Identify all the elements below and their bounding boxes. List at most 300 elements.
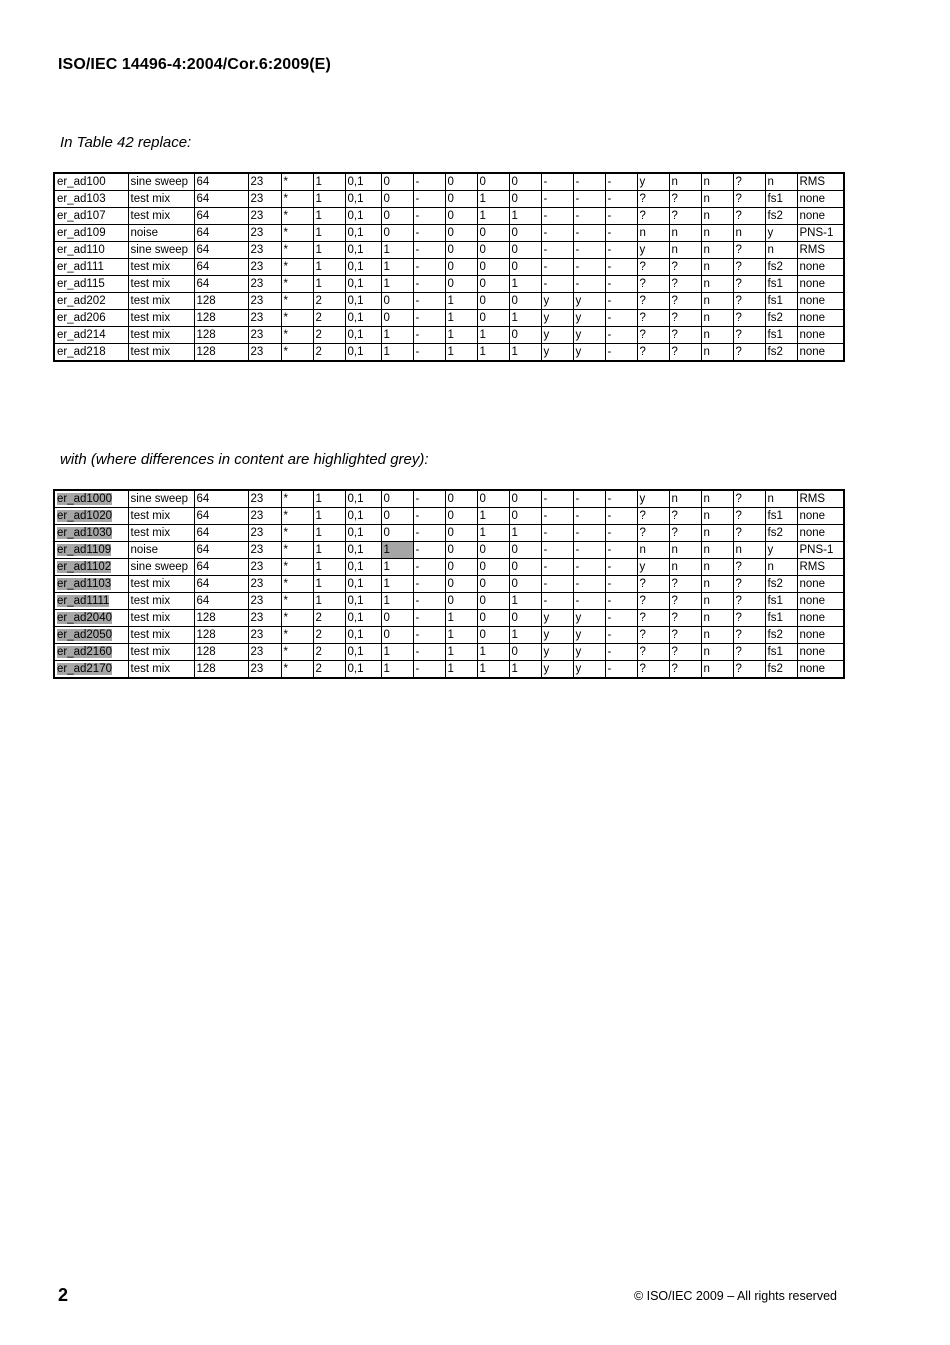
table-cell: er_ad115 — [54, 276, 128, 293]
table-cell: fs2 — [765, 576, 797, 593]
table-cell: 0 — [445, 208, 477, 225]
highlighted-text: er_ad1030 — [57, 527, 112, 539]
table-cell: ? — [669, 208, 701, 225]
table-cell: test mix — [128, 191, 194, 208]
table-cell: 23 — [248, 542, 281, 559]
table-cell: noise — [128, 542, 194, 559]
table-cell: y — [573, 327, 605, 344]
table-row — [54, 310, 844, 327]
table-cell: - — [605, 293, 637, 310]
table-cell: 0 — [381, 508, 413, 525]
table-cell: 64 — [194, 508, 248, 525]
table-cell — [54, 559, 128, 576]
table-cell: 0 — [445, 525, 477, 542]
table-cell: 0 — [381, 173, 413, 191]
table-cell: 64 — [194, 173, 248, 191]
table-cell: - — [541, 259, 573, 276]
table-cell: 1 — [477, 344, 509, 362]
table-cell: 64 — [194, 208, 248, 225]
table-cell: y — [573, 293, 605, 310]
table-cell: - — [605, 490, 637, 508]
table-cell: none — [797, 627, 844, 644]
table-cell: 0 — [509, 173, 541, 191]
table-cell: 1 — [313, 173, 345, 191]
table-row — [54, 508, 844, 525]
highlighted-text: er_ad1000 — [57, 493, 112, 505]
table-cell: sine sweep — [128, 559, 194, 576]
table-row — [54, 242, 844, 259]
table-cell: 0 — [477, 310, 509, 327]
table-cell: 0 — [477, 610, 509, 627]
table-cell: 0,1 — [345, 327, 381, 344]
table-cell: fs1 — [765, 293, 797, 310]
table-cell: - — [605, 525, 637, 542]
table-cell: test mix — [128, 576, 194, 593]
table-cell: 64 — [194, 576, 248, 593]
table-cell: 1 — [477, 525, 509, 542]
table-cell: - — [605, 576, 637, 593]
replace-instruction: In Table 42 replace: — [60, 134, 192, 151]
table-cell: - — [573, 508, 605, 525]
table-cell: 23 — [248, 276, 281, 293]
table-cell: 128 — [194, 610, 248, 627]
table-cell: - — [573, 276, 605, 293]
table-cell: n — [669, 559, 701, 576]
table-cell: - — [541, 593, 573, 610]
table-cell: 1 — [381, 661, 413, 679]
table-cell: 64 — [194, 259, 248, 276]
table-cell: - — [573, 173, 605, 191]
table-cell: - — [413, 191, 445, 208]
table-cell: ? — [669, 344, 701, 362]
table-cell: 0,1 — [345, 310, 381, 327]
table-cell: n — [701, 327, 733, 344]
table-cell: - — [573, 490, 605, 508]
table-cell: ? — [669, 576, 701, 593]
table-cell: 0 — [477, 559, 509, 576]
table-cell: 0 — [381, 627, 413, 644]
table-cell: y — [541, 627, 573, 644]
table-cell: er_ad218 — [54, 344, 128, 362]
table-cell: ? — [637, 576, 669, 593]
table-cell: 64 — [194, 490, 248, 508]
table-cell: er_ad107 — [54, 208, 128, 225]
table-cell: y — [573, 644, 605, 661]
table-cell: - — [413, 610, 445, 627]
table-cell: n — [701, 191, 733, 208]
table-cell: 1 — [313, 490, 345, 508]
table-cell: 0 — [509, 293, 541, 310]
table-cell: 0 — [381, 191, 413, 208]
table-cell: - — [541, 490, 573, 508]
table-cell: ? — [733, 293, 765, 310]
table-cell: - — [413, 576, 445, 593]
table-cell: 128 — [194, 310, 248, 327]
table-cell: - — [573, 559, 605, 576]
table-cell: fs2 — [765, 627, 797, 644]
table-cell: 0,1 — [345, 525, 381, 542]
table-cell: n — [669, 173, 701, 191]
table-cell: 2 — [313, 610, 345, 627]
table-cell: 0 — [445, 542, 477, 559]
table-cell: 0 — [509, 576, 541, 593]
table-cell: n — [701, 542, 733, 559]
table-cell: - — [413, 259, 445, 276]
table-cell: 23 — [248, 208, 281, 225]
table-cell: ? — [733, 627, 765, 644]
table-cell: * — [281, 661, 313, 679]
table-cell: - — [573, 242, 605, 259]
table-cell: - — [573, 576, 605, 593]
table-cell: 23 — [248, 644, 281, 661]
table-cell: 0 — [477, 259, 509, 276]
table-cell: * — [281, 242, 313, 259]
table-row — [54, 225, 844, 242]
table-cell: 1 — [509, 208, 541, 225]
table-cell: 1 — [477, 661, 509, 679]
table-cell: 0,1 — [345, 593, 381, 610]
table-row — [54, 661, 844, 679]
table-cell: 0 — [509, 542, 541, 559]
table-cell: n — [765, 173, 797, 191]
table-cell: PNS-1 — [797, 542, 844, 559]
table-cell: - — [573, 225, 605, 242]
table-cell: none — [797, 208, 844, 225]
table-cell: test mix — [128, 310, 194, 327]
table-cell: - — [413, 490, 445, 508]
table-cell: 1 — [313, 559, 345, 576]
table-cell: ? — [733, 644, 765, 661]
table-cell: ? — [637, 627, 669, 644]
table-cell: - — [413, 276, 445, 293]
table-cell: n — [701, 490, 733, 508]
table-cell — [54, 508, 128, 525]
table-cell: n — [701, 259, 733, 276]
table-cell: n — [669, 490, 701, 508]
table-cell: 1 — [445, 627, 477, 644]
table-cell: fs2 — [765, 344, 797, 362]
table-cell: ? — [637, 276, 669, 293]
table-cell: 23 — [248, 242, 281, 259]
table-row — [54, 344, 844, 362]
table-cell: - — [605, 310, 637, 327]
table-cell: 2 — [313, 661, 345, 679]
table-cell: 1 — [445, 661, 477, 679]
table-cell: ? — [733, 276, 765, 293]
table-cell: n — [701, 508, 733, 525]
table-cell: ? — [733, 559, 765, 576]
table-cell: ? — [669, 525, 701, 542]
table-cell: 0 — [509, 610, 541, 627]
table-cell: - — [605, 661, 637, 679]
table-cell: y — [637, 490, 669, 508]
table-cell: fs2 — [765, 310, 797, 327]
table-cell: none — [797, 259, 844, 276]
document-header-title: ISO/IEC 14496-4:2004/Cor.6:2009(E) — [58, 56, 331, 73]
table-cell: 128 — [194, 627, 248, 644]
table-cell: n — [701, 344, 733, 362]
table-cell: ? — [733, 191, 765, 208]
table-cell: * — [281, 490, 313, 508]
table-cell: 1 — [313, 259, 345, 276]
table-cell: test mix — [128, 593, 194, 610]
table-cell: PNS-1 — [797, 225, 844, 242]
table-cell: 23 — [248, 610, 281, 627]
table-cell: ? — [733, 310, 765, 327]
table-cell: test mix — [128, 508, 194, 525]
table-cell — [54, 576, 128, 593]
table-cell: - — [605, 559, 637, 576]
table-cell: n — [701, 310, 733, 327]
table-cell: y — [765, 542, 797, 559]
table-cell: 0,1 — [345, 276, 381, 293]
table-cell: 0 — [509, 508, 541, 525]
table-cell: * — [281, 627, 313, 644]
table-cell: 0 — [445, 490, 477, 508]
table-cell: 0 — [445, 173, 477, 191]
table-cell: 1 — [381, 559, 413, 576]
table-cell: - — [605, 242, 637, 259]
table-cell: 1 — [477, 327, 509, 344]
table-cell: - — [413, 525, 445, 542]
table-cell: ? — [733, 525, 765, 542]
table-cell: ? — [669, 276, 701, 293]
table-cell: - — [541, 191, 573, 208]
table-cell: RMS — [797, 559, 844, 576]
table-cell: 1 — [313, 276, 345, 293]
table-cell: ? — [733, 327, 765, 344]
table-cell: er_ad100 — [54, 173, 128, 191]
table-cell: 2 — [313, 344, 345, 362]
table-cell: n — [701, 610, 733, 627]
table-cell: - — [605, 542, 637, 559]
table-cell: - — [413, 208, 445, 225]
table-cell: 0 — [509, 490, 541, 508]
table-cell: ? — [733, 576, 765, 593]
table-cell: ? — [637, 310, 669, 327]
table-cell: 23 — [248, 576, 281, 593]
table-cell: - — [605, 344, 637, 362]
table-cell: test mix — [128, 327, 194, 344]
table-cell: 0 — [509, 225, 541, 242]
table-cell: y — [637, 173, 669, 191]
table-cell: 1 — [477, 644, 509, 661]
table-cell: n — [733, 225, 765, 242]
table-cell: noise — [128, 225, 194, 242]
table-cell: er_ad110 — [54, 242, 128, 259]
table-cell: n — [701, 225, 733, 242]
table-row — [54, 644, 844, 661]
table-cell: - — [413, 559, 445, 576]
table-row — [54, 525, 844, 542]
table-cell: 0 — [381, 525, 413, 542]
table-cell: fs1 — [765, 191, 797, 208]
table-cell: 0 — [381, 310, 413, 327]
table-cell — [54, 525, 128, 542]
table-cell: sine sweep — [128, 173, 194, 191]
table-cell: ? — [637, 644, 669, 661]
table-cell: test mix — [128, 610, 194, 627]
table-cell: n — [701, 644, 733, 661]
table-cell: 0 — [445, 593, 477, 610]
table-cell: - — [413, 225, 445, 242]
table-cell: fs2 — [765, 661, 797, 679]
table-cell: 1 — [313, 242, 345, 259]
table-cell: ? — [733, 173, 765, 191]
table-cell: 64 — [194, 191, 248, 208]
table-cell: 0,1 — [345, 508, 381, 525]
highlighted-text: er_ad2050 — [57, 629, 112, 641]
table-cell — [54, 610, 128, 627]
table-cell: fs1 — [765, 644, 797, 661]
table-cell: fs1 — [765, 508, 797, 525]
table-cell: 23 — [248, 173, 281, 191]
table-cell: none — [797, 276, 844, 293]
table-cell: n — [733, 542, 765, 559]
table-cell: y — [573, 661, 605, 679]
table-cell: - — [541, 242, 573, 259]
table-cell: 0,1 — [345, 490, 381, 508]
table-cell: n — [701, 242, 733, 259]
table-cell: 1 — [445, 644, 477, 661]
table-cell: - — [573, 525, 605, 542]
table-cell: ? — [637, 191, 669, 208]
table-cell: er_ad214 — [54, 327, 128, 344]
table-cell: ? — [637, 661, 669, 679]
table-row — [54, 610, 844, 627]
table-row — [54, 490, 844, 508]
table-cell: 23 — [248, 508, 281, 525]
table-cell: - — [541, 576, 573, 593]
table-cell: y — [541, 310, 573, 327]
table-cell: 1 — [313, 508, 345, 525]
table-cell: test mix — [128, 276, 194, 293]
table-cell: 0 — [445, 576, 477, 593]
table-cell: ? — [637, 344, 669, 362]
table-cell: * — [281, 644, 313, 661]
table-cell: 0 — [509, 259, 541, 276]
table-cell: 0 — [381, 208, 413, 225]
table-cell: 23 — [248, 490, 281, 508]
table-cell: 2 — [313, 293, 345, 310]
table-row — [54, 173, 844, 191]
table-cell: 23 — [248, 344, 281, 362]
table-cell: 0 — [477, 276, 509, 293]
table-cell: - — [605, 208, 637, 225]
table-cell: ? — [733, 508, 765, 525]
table-cell: y — [541, 344, 573, 362]
table-cell: - — [413, 661, 445, 679]
table-cell: - — [605, 610, 637, 627]
table-cell — [54, 593, 128, 610]
table-cell: - — [605, 225, 637, 242]
table-cell: fs1 — [765, 593, 797, 610]
table-cell: 23 — [248, 593, 281, 610]
table-cell: n — [765, 242, 797, 259]
table-cell: none — [797, 661, 844, 679]
table-cell: er_ad109 — [54, 225, 128, 242]
table-cell: n — [701, 173, 733, 191]
table-cell: 128 — [194, 293, 248, 310]
table-cell: 1 — [313, 542, 345, 559]
table-cell: n — [669, 242, 701, 259]
table-cell: - — [541, 276, 573, 293]
table-cell: 23 — [248, 225, 281, 242]
table-cell: n — [701, 208, 733, 225]
table-cell: ? — [669, 327, 701, 344]
table-cell: y — [573, 610, 605, 627]
table-cell: n — [701, 576, 733, 593]
table-row — [54, 559, 844, 576]
table-cell: 1 — [381, 327, 413, 344]
table-cell: 1 — [509, 525, 541, 542]
table-cell — [54, 627, 128, 644]
table-cell: - — [605, 191, 637, 208]
table-row — [54, 208, 844, 225]
table-cell: n — [701, 593, 733, 610]
table-cell: n — [701, 525, 733, 542]
table-cell: sine sweep — [128, 490, 194, 508]
table-cell: 64 — [194, 525, 248, 542]
table-row — [54, 293, 844, 310]
table-cell: ? — [637, 293, 669, 310]
table-cell: none — [797, 191, 844, 208]
table-cell: 0 — [381, 293, 413, 310]
table-cell: 0 — [509, 242, 541, 259]
table-cell: none — [797, 525, 844, 542]
table-row — [54, 627, 844, 644]
table-cell: - — [413, 327, 445, 344]
table-cell: 0 — [509, 191, 541, 208]
highlighted-text: er_ad2040 — [57, 612, 112, 624]
table-row — [54, 259, 844, 276]
table-cell: 64 — [194, 542, 248, 559]
table-cell: 1 — [313, 208, 345, 225]
table-original-body — [54, 173, 844, 361]
table-cell: n — [701, 293, 733, 310]
table-cell: 0 — [509, 559, 541, 576]
table-cell: 23 — [248, 559, 281, 576]
table-cell: 0 — [509, 644, 541, 661]
table-cell: ? — [733, 661, 765, 679]
table-cell: 0,1 — [345, 344, 381, 362]
table-cell: fs1 — [765, 610, 797, 627]
table-cell: 1 — [313, 525, 345, 542]
table-cell: 0 — [445, 242, 477, 259]
table-cell: ? — [637, 259, 669, 276]
table-cell: y — [541, 293, 573, 310]
table-cell: 1 — [445, 344, 477, 362]
table-cell: y — [637, 242, 669, 259]
table-cell: ? — [637, 208, 669, 225]
table-cell: ? — [669, 259, 701, 276]
table-cell: 1 — [381, 576, 413, 593]
table-cell: 0 — [477, 225, 509, 242]
table-cell — [54, 661, 128, 679]
table-cell — [54, 644, 128, 661]
table-cell: er_ad103 — [54, 191, 128, 208]
table-cell: ? — [637, 508, 669, 525]
table-cell: ? — [669, 644, 701, 661]
table-cell: - — [413, 310, 445, 327]
table-row — [54, 542, 844, 559]
table-cell: ? — [733, 593, 765, 610]
table-cell: * — [281, 173, 313, 191]
table-cell: 1 — [477, 191, 509, 208]
table-cell: 1 — [313, 191, 345, 208]
table-cell: 0,1 — [345, 173, 381, 191]
table-cell: test mix — [128, 525, 194, 542]
